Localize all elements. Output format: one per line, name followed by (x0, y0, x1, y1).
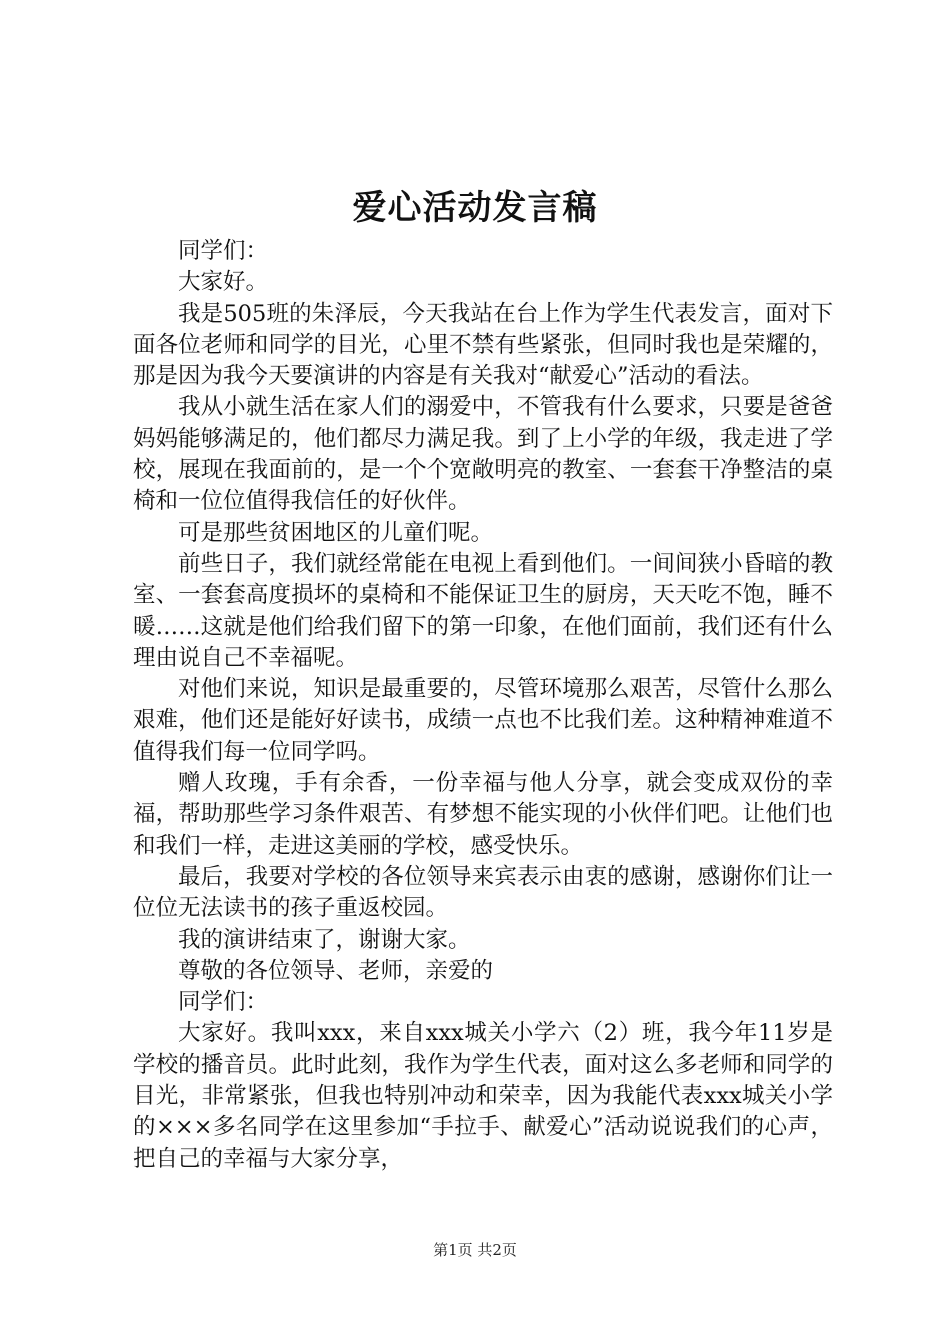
paragraph: 同学们： (178, 989, 269, 1016)
paragraph: 可是那些贫困地区的儿童们呢。 (178, 519, 494, 546)
paragraph: 前些日子，我们就经常能在电视上看到他们。一间间狭小昏暗的教室、一套套高度损坏的桌椅和不能保证卫生的厨房，天天吃不饱，睡不暖……这就是他们给我们留下的第一印象，在他们面前，我们还有什么理由说自己不幸福呢。 (133, 550, 833, 671)
document-title: 爱心活动发言稿 (352, 188, 598, 228)
document-body (133, 236, 833, 1175)
paragraph: 大家好。 (178, 269, 269, 296)
paragraph: 我是505班的朱泽辰，今天我站在台上作为学生代表发言，面对下面各位老师和同学的目光，心里不禁有些紧张，但同时我也是荣耀的，那是因为我今天要演讲的内容是有关我对“献爱心”活动的看法。 (133, 300, 833, 390)
paragraph: 尊敬的各位领导、老师，亲爱的 (178, 957, 494, 984)
paragraph: 我从小就生活在家人们的溺爱中，不管我有什么要求，只要是爸爸妈妈能够满足的，他们都尽力满足我。到了上小学的年级，我走进了学校，展现在我面前的，是一个个宽敞明亮的教室、一套套干净整洁的桌椅和一位位值得我信任的好伙伴。 (133, 394, 833, 515)
paragraph: 赠人玫瑰，手有余香，一份幸福与他人分享，就会变成双份的幸福，帮助那些学习条件艰苦、有梦想不能实现的小伙伴们吧。让他们也和我们一样，走进这美丽的学校，感受快乐。 (133, 770, 833, 859)
paragraph: 同学们： (178, 238, 269, 264)
paragraph: 我的演讲结束了，谢谢大家。 (178, 926, 471, 953)
paragraph: 对他们来说，知识是最重要的，尽管环境那么艰苦，尽管什么那么艰难，他们还是能好好读书，成绩一点也不比我们差。这种精神难道不值得我们每一位同学吗。 (133, 676, 833, 765)
paragraph: 最后，我要对学校的各位领导来宾表示由衷的感谢，感谢你们让一位位无法读书的孩子重返校园。 (133, 863, 833, 922)
paragraph: 大家好。我叫xxx，来自xxx城关小学六（2）班，我今年11岁是学校的播音员。此时此刻，我作为学生代表，面对这么多老师和同学的目光，非常紧张，但我也特别冲动和荣幸，因为我能代表xxx城关小学的×××多名同学在这里参加“手拉手、献爱心”活动说说我们的心声，把自己的幸福与大家分享， (133, 1020, 833, 1172)
page-number-footer: 第1页 共2页 (433, 1241, 517, 1259)
